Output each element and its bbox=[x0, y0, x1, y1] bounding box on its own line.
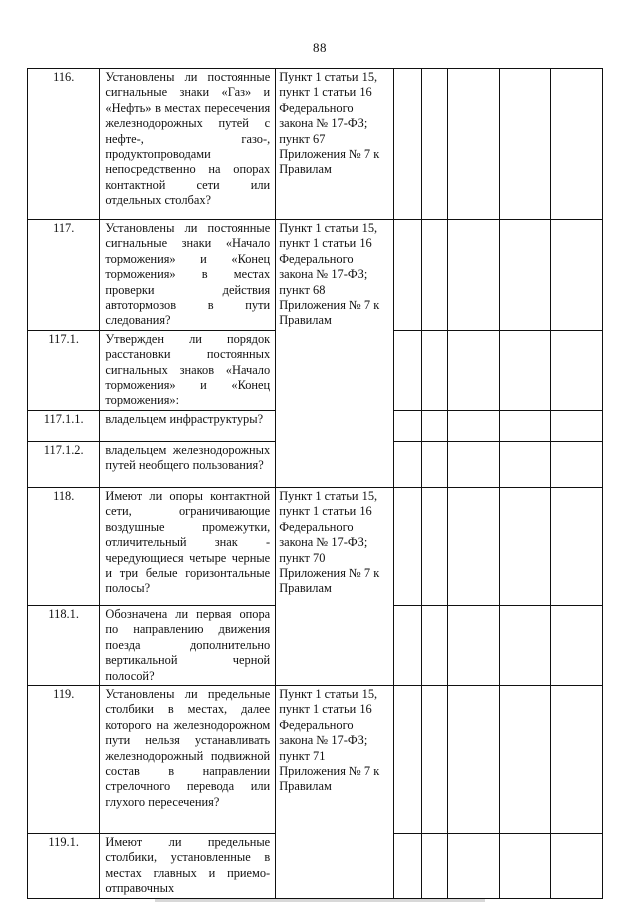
answer-cell bbox=[447, 69, 499, 220]
answer-cell bbox=[447, 330, 499, 410]
row-number: 119. bbox=[28, 685, 100, 833]
answer-cell bbox=[394, 330, 422, 410]
answer-cell bbox=[422, 685, 448, 833]
scan-edge-mark bbox=[155, 899, 485, 902]
question-text: Установлены ли постоянные сигнальные знаки «Начало торможения» и «Конец торможения» в местах проверки действия автотормозов в пути следования? bbox=[100, 220, 276, 331]
answer-cell bbox=[499, 833, 551, 898]
answer-cell bbox=[499, 487, 551, 605]
answer-cell bbox=[394, 685, 422, 833]
legal-reference: Пункт 1 статьи 15, пункт 1 статьи 16 Федерального закона № 17-ФЗ; пункт 70 Приложения № 7 к Правилам bbox=[276, 487, 394, 685]
answer-cell bbox=[447, 685, 499, 833]
table-row bbox=[28, 685, 603, 833]
row-number: 117.1.2. bbox=[28, 441, 100, 487]
answer-cell bbox=[499, 441, 551, 487]
answer-cell bbox=[551, 410, 603, 441]
answer-cell bbox=[422, 410, 448, 441]
question-text: Обозначена ли первая опора по направлению движения поезда дополнительно вертикальной черной полосой? bbox=[100, 605, 276, 685]
answer-cell bbox=[551, 69, 603, 220]
answer-cell bbox=[422, 487, 448, 605]
answer-cell bbox=[394, 833, 422, 898]
row-number: 118.1. bbox=[28, 605, 100, 685]
answer-cell bbox=[447, 605, 499, 685]
answer-cell bbox=[447, 833, 499, 898]
question-text: Утвержден ли порядок расстановки постоянных сигнальных знаков «Начало торможения» и «Конец торможения»: bbox=[100, 330, 276, 410]
row-number: 117.1.1. bbox=[28, 410, 100, 441]
legal-reference: Пункт 1 статьи 15, пункт 1 статьи 16 Федерального закона № 17-ФЗ; пункт 68 Приложения № 7 к Правилам bbox=[276, 220, 394, 488]
table-row bbox=[28, 487, 603, 605]
table-row bbox=[28, 220, 603, 331]
question-text: Имеют ли опоры контактной сети, ограничивающие воздушные промежутки, отличительный знак - чередующиеся четыре черные и три белые горизонтальные полосы? bbox=[100, 487, 276, 605]
answer-cell bbox=[394, 487, 422, 605]
answer-cell bbox=[422, 330, 448, 410]
answer-cell bbox=[551, 220, 603, 331]
answer-cell bbox=[551, 833, 603, 898]
row-number: 116. bbox=[28, 69, 100, 220]
answer-cell bbox=[422, 605, 448, 685]
answer-cell bbox=[499, 410, 551, 441]
answer-cell bbox=[499, 330, 551, 410]
question-text: владельцем инфраструктуры? bbox=[100, 410, 276, 441]
answer-cell bbox=[447, 441, 499, 487]
answer-cell bbox=[551, 487, 603, 605]
answer-cell bbox=[499, 685, 551, 833]
answer-cell bbox=[394, 605, 422, 685]
answer-cell bbox=[447, 220, 499, 331]
legal-reference: Пункт 1 статьи 15, пункт 1 статьи 16 Федерального закона № 17-ФЗ; пункт 71 Приложения № 7 к Правилам bbox=[276, 685, 394, 898]
row-number: 117.1. bbox=[28, 330, 100, 410]
page-number: 88 bbox=[313, 40, 327, 55]
answer-cell bbox=[499, 605, 551, 685]
answer-cell bbox=[551, 685, 603, 833]
answer-cell bbox=[422, 220, 448, 331]
question-text: Имеют ли предельные столбики, установленные в местах главных и приемо-отправочных bbox=[100, 833, 276, 898]
row-number: 117. bbox=[28, 220, 100, 331]
question-text: Установлены ли предельные столбики в местах, далее которого на железнодорожном пути нельзя устанавливать железнодорожный подвижной состав в направлении стрелочного перевода или глухого пересечения? bbox=[100, 685, 276, 833]
question-text: Установлены ли постоянные сигнальные знаки «Газ» и «Нефть» в местах пересечения железнодорожных путей с нефте-, газо-, продуктопроводами непосредственно на опорах контактной сети или отдельных столбах? bbox=[100, 69, 276, 220]
answer-cell bbox=[499, 69, 551, 220]
answer-cell bbox=[394, 69, 422, 220]
checklist-table bbox=[27, 68, 603, 899]
answer-cell bbox=[551, 330, 603, 410]
row-number: 118. bbox=[28, 487, 100, 605]
answer-cell bbox=[394, 220, 422, 331]
answer-cell bbox=[551, 605, 603, 685]
answer-cell bbox=[447, 487, 499, 605]
answer-cell bbox=[551, 441, 603, 487]
answer-cell bbox=[422, 69, 448, 220]
legal-reference: Пункт 1 статьи 15, пункт 1 статьи 16 Федерального закона № 17-ФЗ; пункт 67 Приложения № 7 к Правилам bbox=[276, 69, 394, 220]
row-number: 119.1. bbox=[28, 833, 100, 898]
answer-cell bbox=[422, 833, 448, 898]
question-text: владельцем железнодорожных путей необщего пользования? bbox=[100, 441, 276, 487]
answer-cell bbox=[394, 441, 422, 487]
table-row bbox=[28, 69, 603, 220]
answer-cell bbox=[422, 441, 448, 487]
answer-cell bbox=[394, 410, 422, 441]
answer-cell bbox=[447, 410, 499, 441]
answer-cell bbox=[499, 220, 551, 331]
